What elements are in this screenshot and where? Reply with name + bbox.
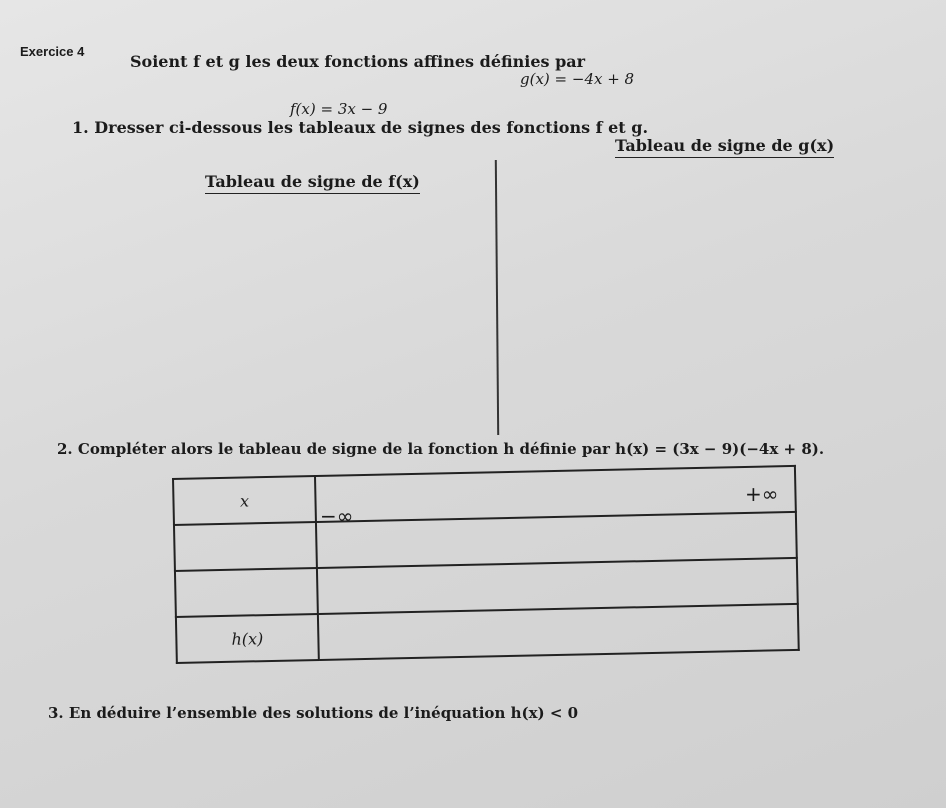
- row-label: h(x): [176, 614, 319, 663]
- f-table-label: Tableau de signe de f(x): [205, 172, 420, 194]
- question-2: 2. Compléter alors le tableau de signe de la fonction h définie par h(x) = (3x − 9)(−4x + 8).: [57, 440, 825, 458]
- question-3: 3. En déduire l’ensemble des solutions de l’inéquation h(x) < 0: [48, 704, 579, 722]
- question-1: 1. Dresser ci-dessous les tableaux de signes des fonctions f et g.: [72, 118, 649, 137]
- plus-infinity: +∞: [745, 482, 779, 506]
- row-label: [175, 568, 318, 617]
- exercise-title: Exercice 4: [20, 44, 85, 59]
- row-label: [174, 522, 317, 571]
- table-cell[interactable]: [318, 604, 799, 660]
- g-table-label: Tableau de signe de g(x): [615, 136, 834, 158]
- sign-table: [172, 465, 800, 664]
- minus-infinity: −∞: [320, 504, 354, 528]
- intro-text: Soient f et g les deux fonctions affines définies par: [130, 52, 586, 71]
- row-label: x: [173, 476, 316, 525]
- g-definition: g(x) = −4x + 8: [520, 70, 635, 88]
- f-definition: f(x) = 3x − 9: [290, 100, 388, 118]
- divider-line: [495, 160, 499, 435]
